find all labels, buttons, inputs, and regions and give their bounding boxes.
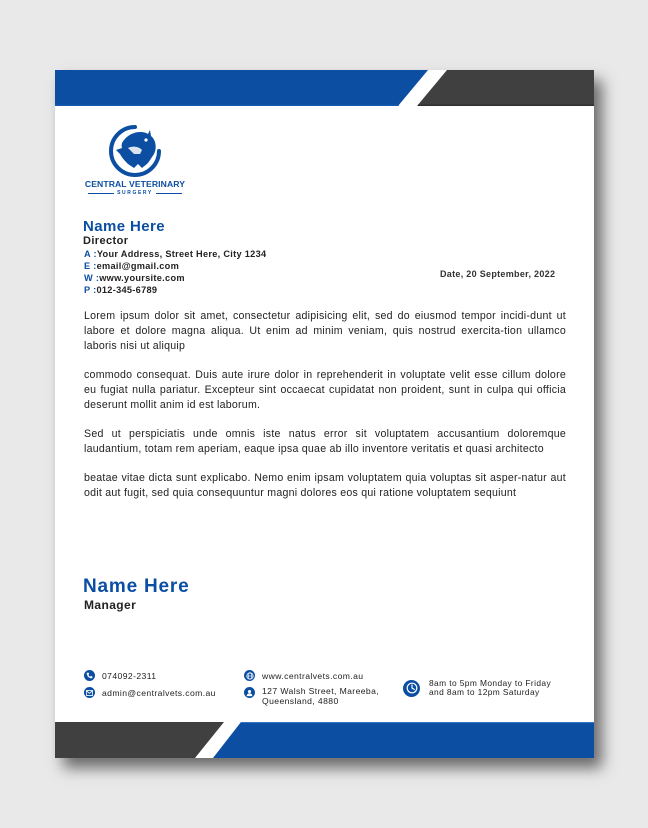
footer-address-line1: 127 Walsh Street, Mareeba,	[262, 686, 380, 696]
logo-title: CENTRAL VETERINARY	[84, 179, 186, 189]
divider	[88, 193, 114, 194]
footer-address-line2: Queensland, 4880	[262, 696, 339, 706]
footer-website-text: www.centralvets.com.au	[262, 670, 364, 681]
footer-website	[244, 670, 363, 681]
animals-circle-icon	[108, 124, 162, 178]
footer-hours-text	[429, 679, 551, 697]
signature-role: Manager	[84, 598, 137, 612]
body-paragraph: Lorem ipsum dolor sit amet, consectetur adipisicing elit, sed do eiusmod tempor incidi-dunt ut labore et dolore magna aliqua. Ut enim ad minim veniam, quis nostrud exercita-tion ullamco laboris nisi ut aliquip	[84, 310, 566, 352]
contact-address	[84, 249, 266, 261]
mail-icon	[84, 687, 95, 698]
footer-email	[84, 687, 216, 698]
globe-icon	[244, 670, 255, 681]
footer-hours	[403, 679, 551, 697]
contact-address-value: Your Address, Street Here, City 1234	[96, 249, 267, 259]
contact-phone-key: P :	[84, 285, 97, 295]
logo-subtitle: SURGERY	[117, 190, 153, 196]
clinic-logo	[83, 124, 187, 194]
logo-subtitle-row	[83, 190, 187, 196]
footer-gray-shape	[55, 722, 224, 758]
phone-icon	[84, 670, 95, 681]
letter-body	[84, 309, 566, 515]
contact-email-key: E :	[84, 261, 97, 271]
sender-contacts	[84, 249, 266, 297]
contact-website-key: W :	[84, 273, 100, 283]
footer-address	[244, 686, 379, 706]
header-band	[55, 70, 594, 106]
contact-phone	[84, 285, 266, 297]
footer-phone	[84, 670, 156, 681]
signature-name: Name Here	[83, 576, 190, 597]
footer-blue-shape	[213, 722, 594, 758]
contact-address-key: A :	[84, 249, 97, 259]
header-gray-shape	[417, 70, 594, 106]
contact-phone-value: 012-345-6789	[96, 285, 158, 295]
contact-email	[84, 261, 266, 273]
body-paragraph: Sed ut perspiciatis unde omnis iste natus error sit voluptatem accusantium doloremque laudantium, totam rem aperiam, eaque ipsa quae ab illo inventore veritatis et quasi architecto	[84, 428, 566, 455]
footer-email-text: admin@centralvets.com.au	[102, 687, 216, 698]
footer-hours-line1: 8am to 5pm Monday to Friday	[429, 678, 552, 688]
divider	[156, 193, 182, 194]
body-paragraph: commodo consequat. Duis aute irure dolor in reprehenderit in voluptate velit esse cillum dolore eu fugiat nulla pariatur. Excepteur sint occaecat cupidatat non proident, sunt in culpa qui officia deserunt mollit anim id est laborum.	[84, 369, 566, 411]
letterhead-page	[55, 70, 594, 758]
location-icon	[244, 687, 255, 698]
footer-hours-line2: and 8am to 12pm Saturday	[429, 687, 540, 697]
footer-phone-text: 074092-2311	[102, 670, 157, 681]
letter-date: Date, 20 September, 2022	[440, 269, 556, 279]
footer-address-text	[262, 686, 379, 706]
sender-role: Director	[83, 235, 129, 247]
contact-email-value: email@gmail.com	[96, 261, 180, 271]
sender-name: Name Here	[83, 218, 165, 235]
clock-icon	[403, 680, 420, 697]
footer-band	[55, 722, 594, 758]
body-paragraph: beatae vitae dicta sunt explicabo. Nemo enim ipsam voluptatem quia voluptas sit asper-natur aut odit aut fugit, sed quia consequuntur magni dolores eos qui ratione voluptatem sequiunt	[84, 472, 566, 499]
contact-website	[84, 273, 266, 285]
header-blue-shape	[55, 70, 428, 106]
contact-website-value: www.yoursite.com	[99, 273, 185, 283]
